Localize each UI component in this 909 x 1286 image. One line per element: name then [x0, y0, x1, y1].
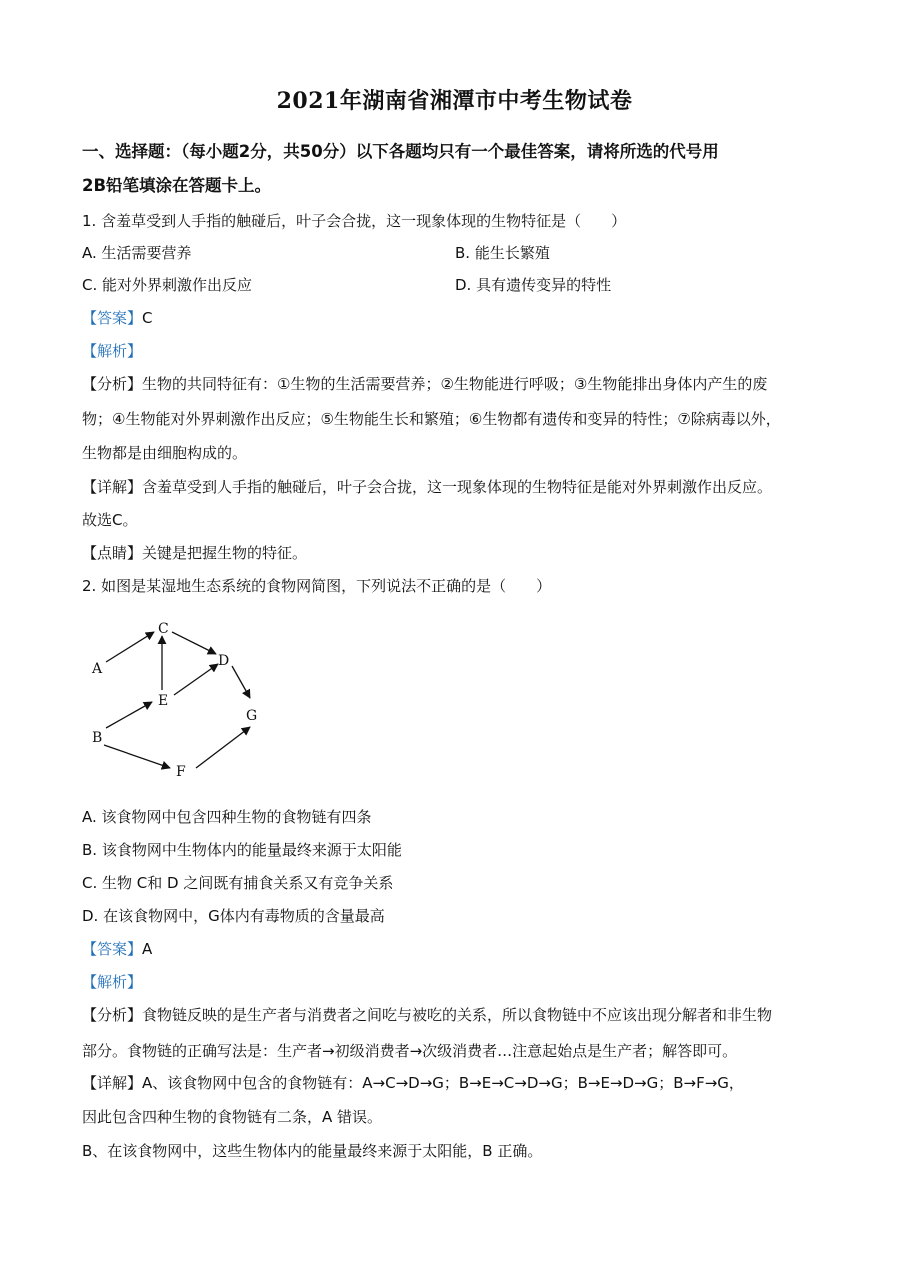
answer-value: C — [142, 309, 153, 327]
xiangjie-text: A、该食物网中包含的食物链有：A→C→D→G；B→E→C→D→G；B→E→D→G；B→F→G， — [142, 1074, 744, 1092]
section-heading-line-2: 2B铅笔填涂在答题卡上。 — [82, 176, 272, 195]
question-1-xiangjie-line-1 — [82, 476, 772, 497]
arrow-c-to-d — [172, 632, 216, 654]
node-d: D — [218, 653, 230, 669]
question-2-xiangjie-line-1 — [82, 1072, 744, 1093]
question-2-option-d: D. 在该食物网中，G体内有毒物质的含量最高 — [82, 907, 385, 925]
arrow-e-to-d — [174, 664, 218, 695]
question-1-option-a: A. 生活需要营养 — [82, 244, 192, 262]
arrow-b-to-e — [106, 702, 152, 728]
answer-tag: 【答案】 — [82, 309, 143, 327]
question-2-option-b: B. 该食物网中生物体内的能量最终来源于太阳能 — [82, 841, 402, 859]
fenxi-tag: 【分析】 — [82, 375, 143, 393]
node-b: B — [92, 730, 103, 746]
question-1-fenxi-line-1 — [82, 373, 767, 394]
jiexi-tag: 【解析】 — [82, 973, 143, 991]
node-c: C — [158, 621, 169, 637]
arrow-a-to-c — [106, 632, 154, 662]
question-1-stem: 1. 含羞草受到人手指的触碰后，叶子会合拢，这一现象体现的生物特征是（ ） — [82, 212, 627, 230]
question-2-answer — [82, 938, 152, 959]
node-e: E — [158, 693, 169, 709]
question-2-xiangjie-line-3: B、在该食物网中，这些生物体内的能量最终来源于太阳能，B 正确。 — [82, 1142, 543, 1160]
question-1-fenxi-line-3: 生物都是由细胞构成的。 — [82, 444, 248, 462]
question-2-xiangjie-line-2: 因此包含四种生物的食物链有二条，A 错误。 — [82, 1108, 383, 1126]
question-1-option-b: B. 能生长繁殖 — [455, 244, 550, 262]
question-2-stem: 2. 如图是某湿地生态系统的食物网简图，下列说法不正确的是（ ） — [82, 577, 552, 595]
node-g: G — [246, 708, 258, 724]
question-2-jiexi — [82, 971, 142, 992]
fenxi-text: 食物链反映的是生产者与消费者之间吃与被吃的关系，所以食物链中不应该出现分解者和非生物 — [142, 1006, 773, 1024]
section-heading-line-1: 一、选择题：（每小题2分，共50分）以下各题均只有一个最佳答案，请将所选的代号用 — [82, 142, 719, 161]
food-web-diagram — [82, 610, 282, 790]
xiangjie-text: 含羞草受到人手指的触碰后，叶子会合拢，这一现象体现的生物特征是能对外界刺激作出反应。 — [142, 478, 773, 496]
question-1-option-c: C. 能对外界刺激作出反应 — [82, 276, 253, 294]
question-2-option-a: A. 该食物网中包含四种生物的食物链有四条 — [82, 808, 372, 826]
question-1-xiangjie-line-2: 故选C。 — [82, 511, 138, 529]
question-1-jiexi — [82, 340, 142, 361]
fenxi-tag: 【分析】 — [82, 1006, 143, 1024]
fenxi-text: 生物的共同特征有：①生物的生活需要营养；②生物能进行呼吸；③生物能排出身体内产生的废 — [142, 375, 768, 393]
question-1-answer — [82, 307, 153, 328]
node-f: F — [176, 764, 186, 780]
question-2-fenxi-line-2: 部分。食物链的正确写法是：生产者→初级消费者→次级消费者…注意起始点是生产者；解答即可。 — [82, 1042, 738, 1060]
xiangjie-tag: 【详解】 — [82, 478, 143, 496]
answer-value: A — [142, 940, 153, 958]
question-2-fenxi-line-1 — [82, 1004, 772, 1025]
question-1-option-d: D. 具有遗传变异的特性 — [455, 276, 612, 294]
page-title: 2021年湖南省湘潭市中考生物试卷 — [276, 88, 633, 114]
answer-tag: 【答案】 — [82, 940, 143, 958]
arrow-f-to-g — [196, 727, 250, 768]
question-1-fenxi-line-2: 物；④生物能对外界刺激作出反应；⑤生物能生长和繁殖；⑥生物都有遗传和变异的特性；⑦除病毒以外， — [82, 410, 781, 428]
xiangjie-tag: 【详解】 — [82, 1074, 143, 1092]
question-1-dianjing — [82, 542, 307, 563]
arrow-d-to-g — [232, 666, 250, 698]
dianjing-text: 关键是把握生物的特征。 — [142, 544, 308, 562]
question-2-option-c: C. 生物 C和 D 之间既有捕食关系又有竞争关系 — [82, 874, 394, 892]
dianjing-tag: 【点睛】 — [82, 544, 143, 562]
arrow-b-to-f — [104, 745, 170, 768]
node-a: A — [92, 661, 103, 677]
jiexi-tag: 【解析】 — [82, 342, 143, 360]
